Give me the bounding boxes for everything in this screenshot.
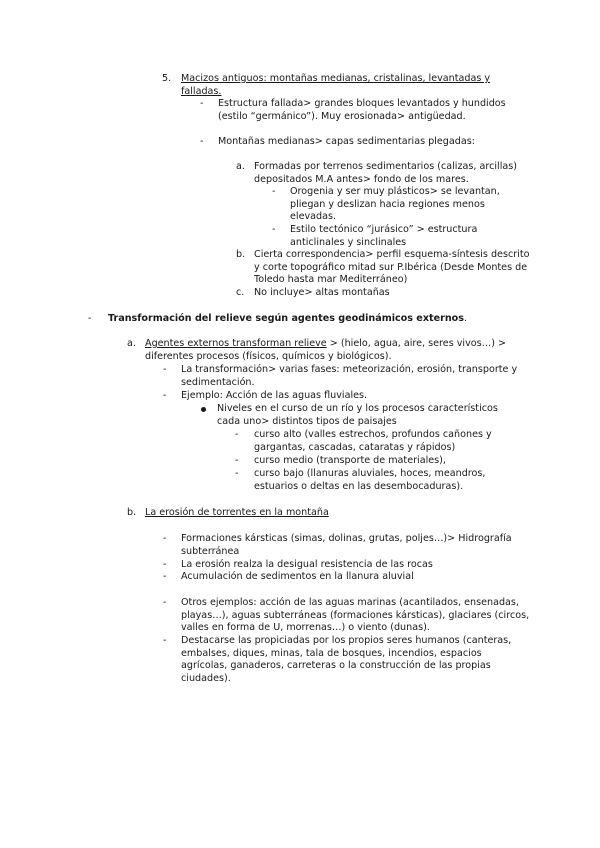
list-item: curso alto (valles estrechos, profundos cañones y gargantas, cascadas, cataratas y rápidos) <box>254 429 492 453</box>
list-item: Formaciones kársticas (simas, dolinas, grutas, poljes…)> Hidrografía subterránea <box>181 533 512 557</box>
list-marker: b. <box>127 507 137 518</box>
list-marker: 5. <box>162 73 172 84</box>
heading-text: Transformación del relieve según agentes geodinámicos externos <box>108 313 464 324</box>
list-marker: - <box>88 313 92 324</box>
list-item: Niveles en el curso de un río y los procesos característicos cada uno> distintos tipos de paisajes <box>217 403 498 427</box>
subsection-title: Agentes externos transforman relieve <box>145 338 327 349</box>
list-marker: - <box>272 186 276 197</box>
list-item: La transformación> varias fases: meteorización, erosión, transporte y sedimentación. <box>181 364 518 388</box>
list-item: Estilo tectónico “jurásico” > estructura anticlinales y sinclinales <box>290 224 478 248</box>
subsection-a <box>145 338 525 363</box>
list-marker: - <box>272 224 276 235</box>
heading-period: . <box>463 313 468 324</box>
list-item: Otros ejemplos: acción de las aguas marinas (acantilados, ensenadas, playas…), aguas subterráneas (formaciones kársticas), glaciares (circos, valles en forma de U, morrenas…) o viento (dunas). <box>181 597 530 634</box>
list-item: Cierta correspondencia> perfil esquema-síntesis descrito y corte topográfico mitad sur P.Ibérica (Desde Montes de Toledo hasta mar Mediterráneo) <box>254 249 530 286</box>
subsection-text: > (hielo, agua, aire, seres vivos…) > diferentes procesos (físicos, químicos y biológicos). <box>145 338 507 362</box>
list-item: Ejemplo: Acción de las aguas fluviales. <box>181 390 368 401</box>
list-item: Destacarse las propiciadas por los propios seres humanos (canteras, embalses, diques, minas, tala de bosques, incendios, espacios agrícolas, ganaderos, carreteras o la construcción de las propias ciudades). <box>181 635 512 684</box>
list-marker: a. <box>236 161 245 172</box>
list-marker: - <box>163 571 167 582</box>
list-marker: - <box>200 136 204 147</box>
list-item: Montañas medianas> capas sedimentarias plegadas: <box>218 136 475 147</box>
list-marker: - <box>235 468 239 479</box>
list-item: La erosión realza la desigual resistencia de las rocas <box>181 559 433 570</box>
list-marker: - <box>235 429 239 440</box>
list-marker: - <box>163 597 167 608</box>
list-item: No incluye> altas montañas <box>254 287 390 298</box>
list-marker: - <box>235 455 239 466</box>
list-item: Acumulación de sedimentos en la llanura aluvial <box>181 571 414 582</box>
list-marker: a. <box>127 338 136 349</box>
section-heading <box>108 313 528 326</box>
list-marker: - <box>163 559 167 570</box>
list-item: Orogenia y ser muy plásticos> se levantan, pliegan y deslizan hacia regiones menos elevadas. <box>290 186 500 223</box>
section-title: Macizos antiguos: montañas medianas, cristalinas, levantadas y falladas. <box>181 73 491 97</box>
list-marker: - <box>200 98 204 109</box>
list-marker: b. <box>236 249 246 260</box>
list-marker: - <box>163 533 167 544</box>
list-item: Estructura fallada> grandes bloques levantados y hundidos (estilo “germánico”). Muy erosionada> antigüedad. <box>218 98 506 122</box>
list-marker: - <box>163 635 167 646</box>
list-marker: c. <box>236 287 245 298</box>
bullet-dot-icon <box>201 407 206 412</box>
list-item: Formadas por terrenos sedimentarios (calizas, arcillas) depositados M.A antes> fondo de los mares. <box>254 161 517 185</box>
list-item: curso bajo (llanuras aluviales, hoces, meandros, estuarios o deltas en las desembocaduras). <box>254 468 486 492</box>
list-marker: - <box>163 390 167 401</box>
list-item: curso medio (transporte de materiales), <box>254 455 446 466</box>
list-marker: - <box>163 364 167 375</box>
subsection-title: La erosión de torrentes en la montaña <box>145 507 329 518</box>
